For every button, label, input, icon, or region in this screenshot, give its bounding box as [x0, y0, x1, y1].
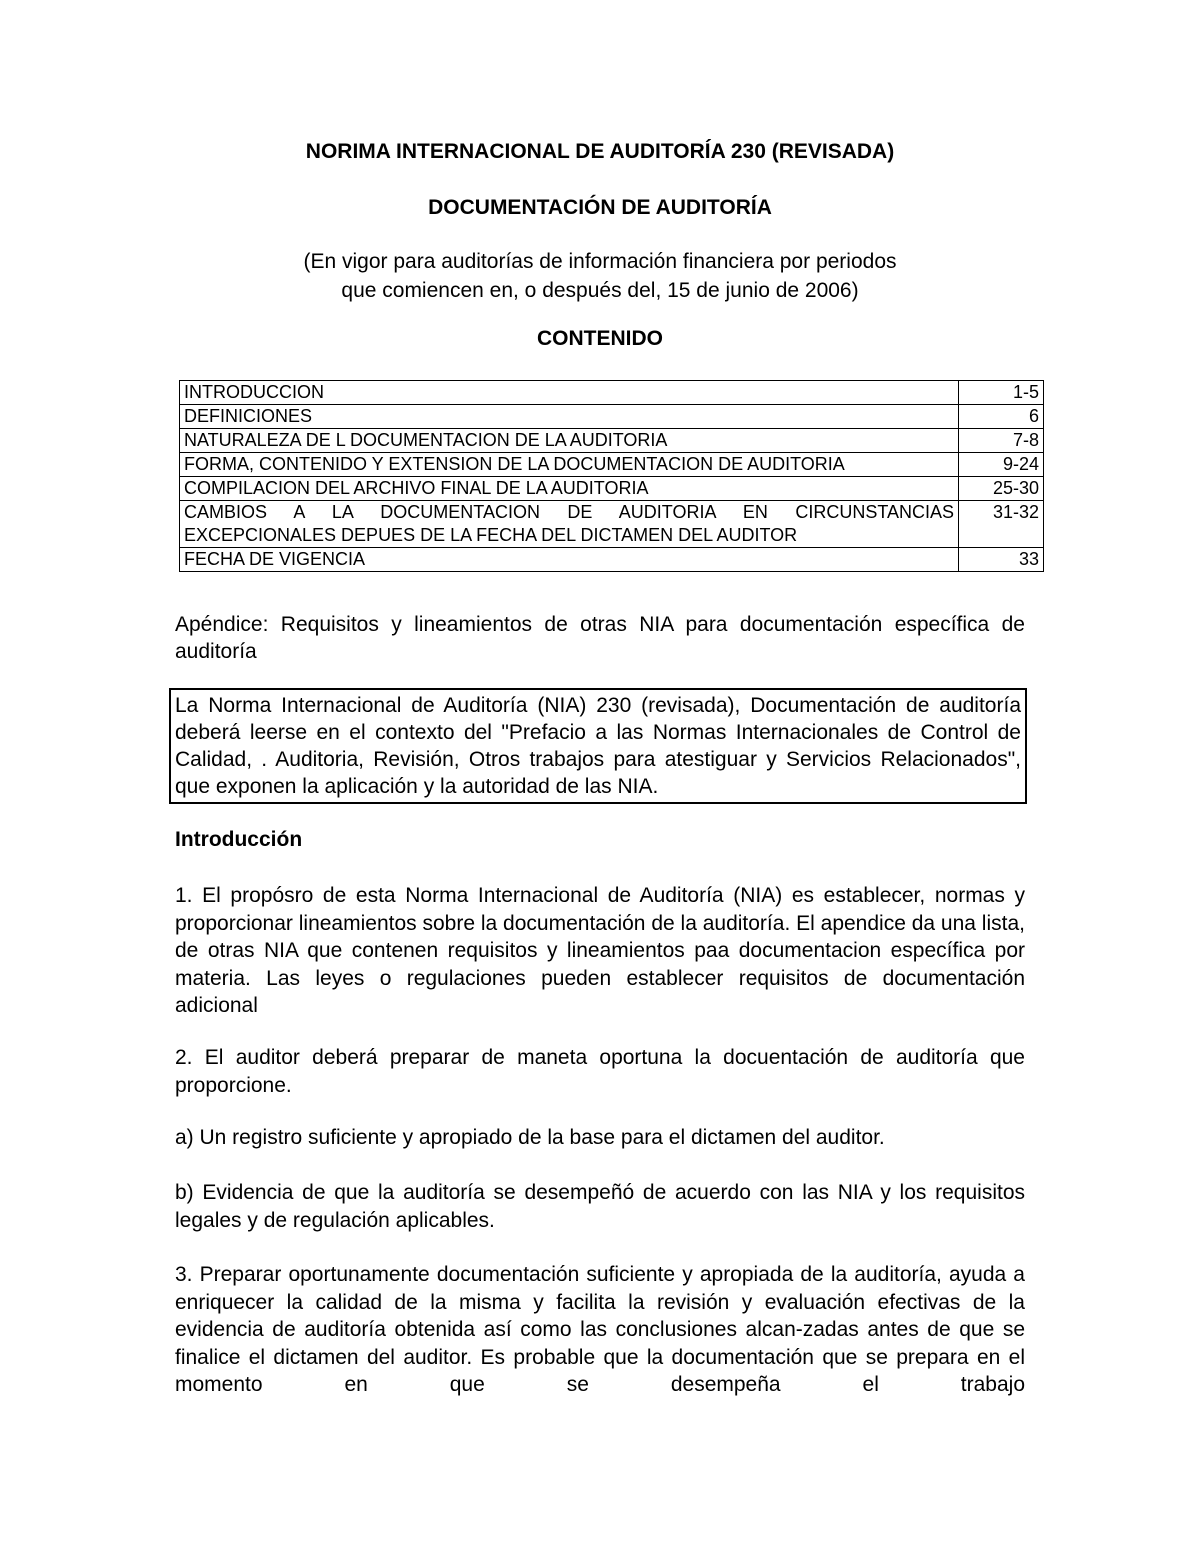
toc-label: CAMBIOS A LA DOCUMENTACION DE AUDITORIA EN CIRCUNSTANCIAS EXCEPCIONALES DEPUES DE LA FECHA DEL DICTAMEN DEL AUDITOR: [180, 501, 959, 548]
document-subtitle: DOCUMENTACIÓN DE AUDITORÍA: [428, 196, 772, 219]
toc-row: [180, 501, 1044, 548]
toc-pages: 25-30: [959, 477, 1044, 501]
toc-row: [180, 477, 1044, 501]
toc-pages: 7-8: [959, 429, 1044, 453]
appendix-note: Apéndice: Requisitos y lineamientos de otras NIA para documentación específica de auditoría: [175, 613, 1025, 663]
effective-date-note: [175, 247, 1025, 305]
toc-label: FECHA DE VIGENCIA: [180, 548, 959, 572]
toc-label: NATURALEZA DE L DOCUMENTACION DE LA AUDITORIA: [180, 429, 959, 453]
effective-date-line-1: (En vigor para auditorías de información financiera por periodos: [303, 250, 897, 273]
effective-date-line-2: que comiencen en, o después del, 15 de junio de 2006): [341, 279, 859, 302]
toc-label: FORMA, CONTENIDO Y EXTENSION DE LA DOCUMENTACION DE AUDITORIA: [180, 453, 959, 477]
toc-pages: 33: [959, 548, 1044, 572]
toc-pages: 6: [959, 405, 1044, 429]
contents-table: [179, 380, 1044, 572]
paragraph-1: 1. El propósro de esta Norma Internacional de Auditoría (NIA) es establecer, normas y proporcionar lineamientos sobre la documentación de la auditoría. El apendice da una lista, de otras NIA que contenen requisitos y lineamientos paa documentacion específica por materia. Las leyes o regulaciones pueden establecer requisitos de documentación adicional: [175, 884, 1025, 1017]
toc-pages: 9-24: [959, 453, 1044, 477]
toc-row: [180, 381, 1044, 405]
document-title: NORIMA INTERNACIONAL DE AUDITORÍA 230 (REVISADA): [305, 140, 895, 163]
section-heading: Introducción: [175, 828, 303, 851]
paragraph-2b: b) Evidencia de que la auditoría se desempeñó de acuerdo con las NIA y los requisitos legales y de regulación aplicables.: [175, 1181, 1025, 1232]
toc-row: [180, 405, 1044, 429]
toc-row: [180, 453, 1044, 477]
paragraph-2: 2. El auditor deberá preparar de maneta oportuna la docuentación de auditoría que proporcione.: [175, 1046, 1025, 1097]
paragraph-3: 3. Preparar oportunamente documentación suficiente y apropiada de la auditoría, ayuda a enriquecer la calidad de la misma y facilita la revisión y evaluación efectivas de la evidencia de auditoría obtenida así como las conclusiones alcan-zadas antes de que se finalice el dictamen del auditor. Es probable que la documentación que se prepara en el momento en que se desempeña el trabajo: [175, 1263, 1025, 1396]
toc-row: [180, 429, 1044, 453]
toc-row: [180, 548, 1044, 572]
toc-pages: 31-32: [959, 501, 1044, 548]
contents-heading: CONTENIDO: [537, 327, 663, 350]
paragraph-2a: a) Un registro suficiente y apropiado de la base para el dictamen del auditor.: [175, 1126, 885, 1149]
toc-label: INTRODUCCION: [180, 381, 959, 405]
toc-label: DEFINICIONES: [180, 405, 959, 429]
boxed-note: La Norma Internacional de Auditoría (NIA) 230 (revisada), Documentación de auditoría deberá leerse en el contexto del "Prefacio a las Normas Internacionales de Control de Calidad, . Auditoria, Revisión, Otros trabajos para atestiguar y Servicios Relacionados", que exponen la aplicación y la autoridad de las NIA.: [169, 688, 1027, 804]
toc-pages: 1-5: [959, 381, 1044, 405]
toc-label: COMPILACION DEL ARCHIVO FINAL DE LA AUDITORIA: [180, 477, 959, 501]
